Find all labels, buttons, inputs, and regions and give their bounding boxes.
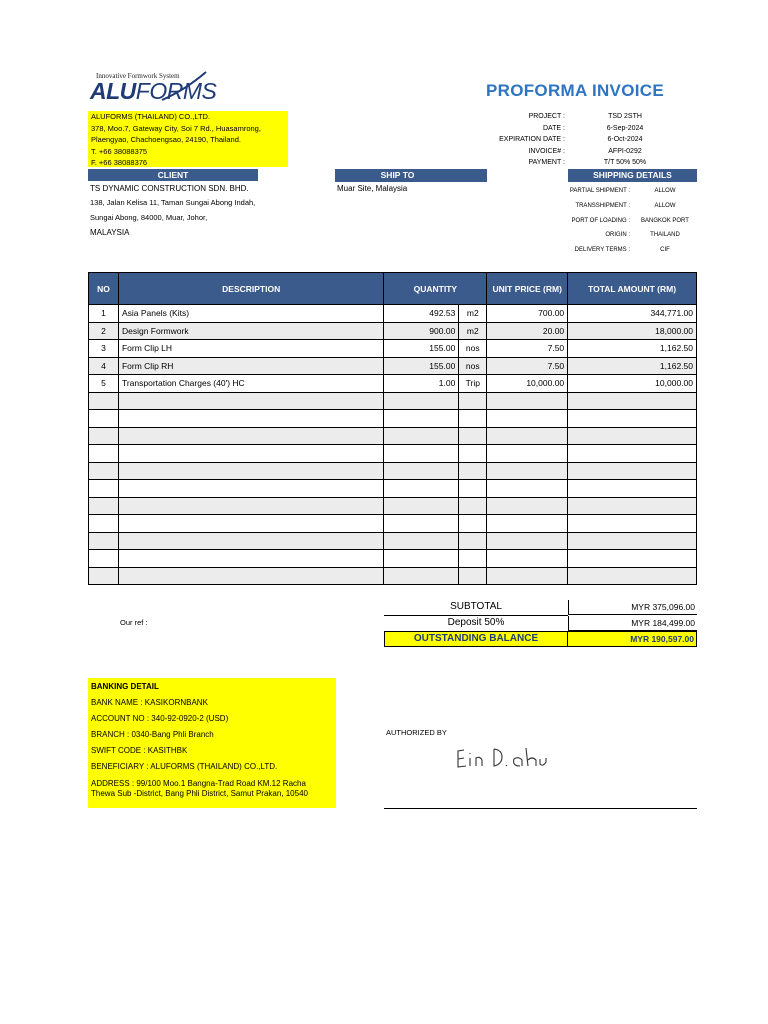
cell-unit-price bbox=[487, 550, 568, 568]
cell-description bbox=[118, 410, 383, 428]
cell-unit-price bbox=[487, 497, 568, 515]
cell-unit-price bbox=[487, 532, 568, 550]
bank-branch: BRANCH : 0340-Bang Phli Branch bbox=[91, 730, 214, 739]
meta-row bbox=[455, 157, 685, 169]
cell-description bbox=[118, 497, 383, 515]
cell-no bbox=[89, 480, 119, 498]
cell-quantity: 155.00 bbox=[384, 357, 459, 375]
shipping-row bbox=[520, 243, 700, 258]
table-row-empty bbox=[89, 462, 697, 480]
cell-total-amount: 10,000.00 bbox=[568, 375, 697, 393]
cell-quantity bbox=[384, 532, 459, 550]
table-row-empty bbox=[89, 515, 697, 533]
cell-description bbox=[118, 462, 383, 480]
cell-unit-price bbox=[487, 567, 568, 585]
cell-unit-price bbox=[487, 445, 568, 463]
table-row-empty bbox=[89, 427, 697, 445]
cell-unit bbox=[459, 445, 487, 463]
cell-no bbox=[89, 392, 119, 410]
beneficiary: BENEFICIARY : ALUFORMS (THAILAND) CO.,LTD. bbox=[91, 762, 278, 771]
col-header-description: DESCRIPTION bbox=[118, 273, 383, 305]
document-title: PROFORMA INVOICE bbox=[486, 81, 664, 100]
cell-description bbox=[118, 480, 383, 498]
logo-text-bold: ALU bbox=[90, 78, 136, 104]
cell-no: 4 bbox=[89, 357, 119, 375]
shipping-value: BANGKOK PORT bbox=[641, 217, 689, 224]
cell-total-amount bbox=[568, 462, 697, 480]
cell-total-amount bbox=[568, 550, 697, 568]
cell-total-amount: 18,000.00 bbox=[568, 322, 697, 340]
cell-description bbox=[118, 550, 383, 568]
cell-unit bbox=[459, 392, 487, 410]
subtotal-label: SUBTOTAL bbox=[384, 600, 568, 616]
cell-unit bbox=[459, 480, 487, 498]
col-header-total-amount: TOTAL AMOUNT (RM) bbox=[568, 273, 697, 305]
cell-total-amount bbox=[568, 445, 697, 463]
company-tel: T. +66 38088375 bbox=[91, 146, 148, 156]
shipping-value: CIF bbox=[660, 247, 670, 254]
signature bbox=[450, 742, 560, 774]
cell-description: Transportation Charges (40') HC bbox=[118, 375, 383, 393]
company-address-line2: Plaengyao, Chachoengsao, 24190, Thailand. bbox=[91, 135, 241, 144]
outstanding-balance-label: OUTSTANDING BALANCE bbox=[384, 631, 568, 647]
bank-name: BANK NAME : KASIKORNBANK bbox=[91, 698, 208, 707]
swift-code: SWIFT CODE : KASITHBK bbox=[91, 746, 188, 755]
client-address-line1: 138, Jalan Kelisa 11, Taman Sungai Abong Indah, bbox=[90, 198, 256, 207]
meta-label: DATE : bbox=[542, 124, 565, 132]
our-ref-label: Our ref : bbox=[120, 618, 148, 627]
company-address-line1: 378, Moo.7, Gateway City, Soi 7 Rd., Huasamrong, bbox=[91, 123, 261, 133]
cell-quantity: 1.00 bbox=[384, 375, 459, 393]
cell-no bbox=[89, 462, 119, 480]
client-header: CLIENT bbox=[88, 169, 258, 181]
cell-total-amount: 1,162.50 bbox=[568, 357, 697, 375]
cell-quantity bbox=[384, 462, 459, 480]
ship-to-value: Muar Site, Malaysia bbox=[337, 184, 408, 193]
meta-row bbox=[455, 134, 685, 146]
cell-total-amount bbox=[568, 515, 697, 533]
cell-unit bbox=[459, 410, 487, 428]
cell-unit-price: 10,000.00 bbox=[487, 375, 568, 393]
cell-no bbox=[89, 445, 119, 463]
table-row-empty bbox=[89, 550, 697, 568]
cell-no bbox=[89, 532, 119, 550]
cell-unit-price bbox=[487, 427, 568, 445]
cell-no: 2 bbox=[89, 322, 119, 340]
deposit-value: MYR 184,499.00 bbox=[568, 616, 697, 631]
table-row-empty bbox=[89, 532, 697, 550]
cell-unit-price bbox=[487, 410, 568, 428]
cell-quantity bbox=[384, 410, 459, 428]
meta-value: 6-Oct-2024 bbox=[607, 136, 643, 143]
table-row-empty bbox=[89, 567, 697, 585]
cell-unit bbox=[459, 462, 487, 480]
cell-no: 3 bbox=[89, 340, 119, 358]
cell-total-amount bbox=[568, 497, 697, 515]
table-row-empty bbox=[89, 392, 697, 410]
meta-value: TSD 2STH bbox=[608, 113, 642, 120]
company-fax: F. +66 38088376 bbox=[91, 158, 148, 167]
banking-title: BANKING DETAIL bbox=[91, 682, 159, 691]
cell-unit-price bbox=[487, 392, 568, 410]
shipping-value: ALLOW bbox=[654, 188, 676, 194]
table-row bbox=[89, 305, 697, 323]
client-country: MALAYSIA bbox=[90, 228, 130, 237]
cell-unit bbox=[459, 567, 487, 585]
cell-unit: nos bbox=[459, 340, 487, 358]
cell-unit bbox=[459, 515, 487, 533]
cell-description bbox=[118, 445, 383, 463]
cell-unit bbox=[459, 497, 487, 515]
cell-total-amount bbox=[568, 392, 697, 410]
meta-value: T/T 50% 50% bbox=[603, 159, 647, 166]
cell-no bbox=[89, 515, 119, 533]
signature-line bbox=[384, 808, 697, 809]
col-header-quantity: QUANTITY bbox=[384, 273, 487, 305]
shipping-value: THAILAND bbox=[650, 232, 680, 239]
cell-no bbox=[89, 410, 119, 428]
cell-total-amount bbox=[568, 567, 697, 585]
items-table bbox=[88, 272, 697, 585]
cell-quantity bbox=[384, 392, 459, 410]
cell-description bbox=[118, 392, 383, 410]
cell-quantity bbox=[384, 515, 459, 533]
cell-no: 1 bbox=[89, 305, 119, 323]
logo-tagline: Innovative Formwork System bbox=[96, 72, 180, 80]
table-row-empty bbox=[89, 445, 697, 463]
shipping-details-header: SHIPPING DETAILS bbox=[568, 169, 697, 182]
cell-total-amount bbox=[568, 480, 697, 498]
shipping-label: TRANSSHIPMENT : bbox=[575, 202, 630, 209]
meta-value: AFPI-0292 bbox=[608, 147, 642, 155]
bank-address-line2: Thewa Sub -District, Bang Phli District, Samut Prakan, 10540 bbox=[91, 789, 308, 798]
shipping-row bbox=[520, 228, 700, 243]
cell-no bbox=[89, 497, 119, 515]
logo-text-light: FORMS bbox=[135, 78, 217, 104]
table-row-empty bbox=[89, 410, 697, 428]
cell-quantity bbox=[384, 427, 459, 445]
deposit-label: Deposit 50% bbox=[384, 616, 568, 632]
meta-label: EXPIRATION DATE : bbox=[499, 136, 565, 143]
shipping-row bbox=[520, 214, 700, 229]
cell-quantity bbox=[384, 567, 459, 585]
cell-description: Asia Panels (Kits) bbox=[118, 305, 383, 323]
meta-label: PAYMENT : bbox=[528, 159, 565, 166]
table-row-empty bbox=[89, 480, 697, 498]
table-row bbox=[89, 322, 697, 340]
logo-swoosh-icon bbox=[160, 70, 210, 104]
cell-unit-price: 7.50 bbox=[487, 340, 568, 358]
shipping-value: ALLOW bbox=[654, 202, 676, 209]
cell-description bbox=[118, 515, 383, 533]
cell-no bbox=[89, 550, 119, 568]
cell-unit: Trip bbox=[459, 375, 487, 393]
meta-row bbox=[455, 111, 685, 123]
cell-total-amount bbox=[568, 532, 697, 550]
cell-quantity bbox=[384, 550, 459, 568]
shipping-label: PORT OF LOADING : bbox=[571, 217, 630, 224]
meta-label: INVOICE# : bbox=[528, 147, 565, 155]
client-name: TS DYNAMIC CONSTRUCTION SDN. BHD. bbox=[90, 184, 249, 193]
totals-block bbox=[384, 600, 697, 648]
cell-description bbox=[118, 532, 383, 550]
cell-no bbox=[89, 567, 119, 585]
company-address-box bbox=[88, 111, 288, 167]
cell-quantity: 155.00 bbox=[384, 340, 459, 358]
cell-unit-price: 700.00 bbox=[487, 305, 568, 323]
shipping-row bbox=[520, 184, 700, 199]
table-row bbox=[89, 375, 697, 393]
shipping-label: DELIVERY TERMS : bbox=[574, 247, 630, 254]
cell-quantity: 492.53 bbox=[384, 305, 459, 323]
cell-quantity bbox=[384, 497, 459, 515]
cell-no bbox=[89, 427, 119, 445]
cell-quantity bbox=[384, 480, 459, 498]
cell-unit-price bbox=[487, 462, 568, 480]
meta-label: PROJECT : bbox=[528, 113, 565, 120]
cell-unit bbox=[459, 550, 487, 568]
cell-quantity: 900.00 bbox=[384, 322, 459, 340]
meta-row bbox=[455, 146, 685, 158]
table-header-row bbox=[89, 273, 697, 305]
table-row bbox=[89, 357, 697, 375]
meta-value: 6-Sep-2024 bbox=[606, 124, 644, 132]
cell-description bbox=[118, 427, 383, 445]
invoice-meta bbox=[455, 111, 685, 169]
table-row bbox=[89, 340, 697, 358]
cell-unit bbox=[459, 427, 487, 445]
cell-unit: m2 bbox=[459, 305, 487, 323]
cell-description: Form Clip RH bbox=[118, 357, 383, 375]
cell-quantity bbox=[384, 445, 459, 463]
client-address-line2: Sungai Abong, 84000, Muar, Johor, bbox=[90, 213, 208, 222]
bank-address-line1: ADDRESS : 99/100 Moo.1 Bangna-Trad Road KM.12 Racha bbox=[91, 779, 306, 788]
subtotal-value: MYR 375,096.00 bbox=[568, 600, 697, 615]
outstanding-balance-value: MYR 190,597.00 bbox=[568, 631, 697, 647]
cell-total-amount bbox=[568, 427, 697, 445]
cell-unit-price: 7.50 bbox=[487, 357, 568, 375]
col-header-no: NO bbox=[89, 273, 119, 305]
cell-unit-price bbox=[487, 515, 568, 533]
cell-unit: nos bbox=[459, 357, 487, 375]
company-name: ALUFORMS (THAILAND) CO.,LTD. bbox=[91, 112, 211, 121]
table-row-empty bbox=[89, 497, 697, 515]
cell-no: 5 bbox=[89, 375, 119, 393]
shipping-row bbox=[520, 199, 700, 214]
authorized-by-label: AUTHORIZED BY bbox=[386, 728, 447, 737]
cell-total-amount: 344,771.00 bbox=[568, 305, 697, 323]
ship-to-header-extension bbox=[460, 169, 487, 182]
ship-to-header: SHIP TO bbox=[335, 169, 460, 182]
shipping-label: PARTIAL SHIPMENT : bbox=[569, 188, 630, 194]
cell-description: Design Formwork bbox=[118, 322, 383, 340]
banking-detail-box bbox=[88, 678, 336, 808]
cell-total-amount bbox=[568, 410, 697, 428]
cell-description bbox=[118, 567, 383, 585]
col-header-unit-price: UNIT PRICE (RM) bbox=[487, 273, 568, 305]
cell-unit bbox=[459, 532, 487, 550]
meta-row bbox=[455, 123, 685, 135]
cell-unit: m2 bbox=[459, 322, 487, 340]
shipping-details bbox=[520, 184, 700, 258]
shipping-label: ORIGIN : bbox=[605, 232, 630, 239]
cell-description: Form Clip LH bbox=[118, 340, 383, 358]
cell-unit-price bbox=[487, 480, 568, 498]
cell-total-amount: 1,162.50 bbox=[568, 340, 697, 358]
cell-unit-price: 20.00 bbox=[487, 322, 568, 340]
account-number: ACCOUNT NO : 340-92-0920-2 (USD) bbox=[91, 714, 229, 723]
